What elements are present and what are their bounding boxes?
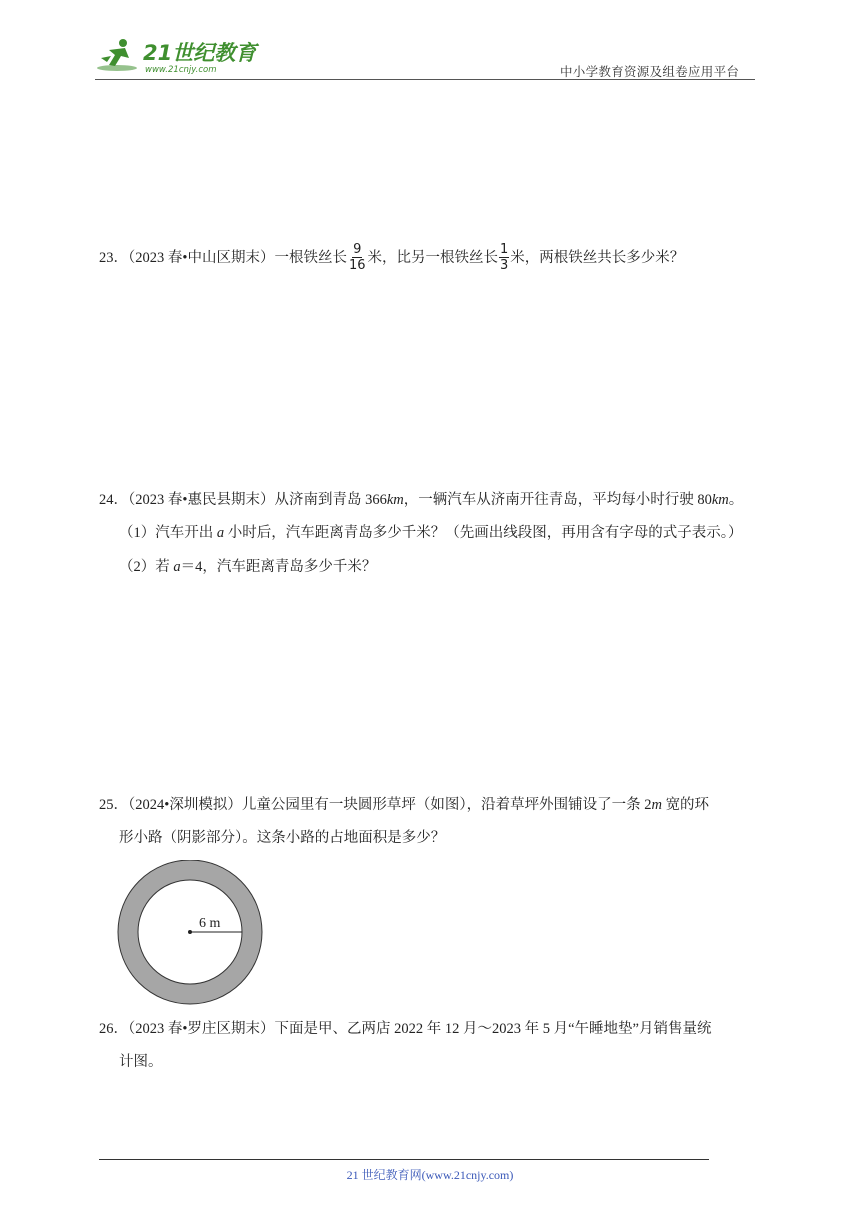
question-text: 米，比另一根铁丝长 xyxy=(367,249,498,266)
question-23 xyxy=(99,243,684,274)
radius-label: 6 m xyxy=(199,916,221,931)
question-text: 下面是甲、乙两店 2022 年 12 月～2023 年 5 月“午睡地垫”月销售量统 xyxy=(274,1021,712,1037)
question-number: 26． xyxy=(99,1021,128,1037)
fraction-1-3: $\frac{1}{3}$ xyxy=(500,242,509,273)
question-number: 25． xyxy=(99,797,128,813)
question-text: ，一辆汽车从济南开往青岛，平均每小时行驶 80 xyxy=(403,492,712,508)
unit-km: km xyxy=(711,492,729,508)
variable-a: a xyxy=(173,559,181,575)
ring-path-figure xyxy=(116,860,266,1005)
footer-divider xyxy=(99,1159,709,1160)
question-26-line-2: 计图。 xyxy=(119,1054,163,1070)
unit-m: m xyxy=(651,797,662,813)
logo-url: www.21cnjy.com xyxy=(145,65,217,75)
question-25-line-2: 形小路（阴影部分）。这条小路的占地面积是多少？ xyxy=(119,830,446,846)
site-logo xyxy=(95,36,265,76)
variable-a: a xyxy=(216,525,225,541)
unit-km: km xyxy=(386,492,404,508)
question-24 xyxy=(99,490,743,510)
question-source: （2023 春•中山区期末） xyxy=(128,249,275,266)
center-point xyxy=(188,930,192,934)
footer-link[interactable]: 21 世纪教育网(www.21cnjy.com) xyxy=(346,1168,514,1182)
question-text: 从济南到青岛 366 xyxy=(274,492,387,508)
sub-question-text: （2）若 xyxy=(119,559,174,575)
question-text: 儿童公园里有一块圆形草坪（如图），沿着草坪外围铺设了一条 2 xyxy=(241,797,652,813)
question-24-part-1 xyxy=(119,523,743,543)
question-24-part-2 xyxy=(119,557,376,577)
fraction-9-16: $\frac{9}{16}$ xyxy=(348,242,366,273)
question-number: 24． xyxy=(99,492,128,508)
platform-tagline: 中小学教育资源及组卷应用平台 xyxy=(560,65,740,79)
sub-question-text: （1）汽车开出 xyxy=(119,525,217,541)
sub-question-text: 小时后，汽车距离青岛多少千米？（先画出线段图，再用含有字母的式子表示。） xyxy=(224,525,743,541)
logo-text: 21世纪教育 xyxy=(143,41,257,65)
question-number: 23． xyxy=(99,249,128,266)
sub-question-text: ＝4，汽车距离青岛多少千米？ xyxy=(180,559,377,575)
question-26 xyxy=(99,1019,711,1039)
logo-graphic xyxy=(95,36,265,76)
question-25 xyxy=(99,795,709,815)
question-text: 米，两根铁丝共长多少米？ xyxy=(510,249,685,266)
question-text: 一根铁丝长 xyxy=(274,249,347,266)
question-source: （2023 春•惠民县期末） xyxy=(128,492,275,508)
header-divider xyxy=(95,79,755,80)
question-text: 宽的环 xyxy=(661,797,710,813)
question-source: （2023 春•罗庄区期末） xyxy=(128,1021,275,1037)
question-text: 。 xyxy=(728,492,744,508)
question-source: （2024•深圳模拟） xyxy=(128,797,242,813)
